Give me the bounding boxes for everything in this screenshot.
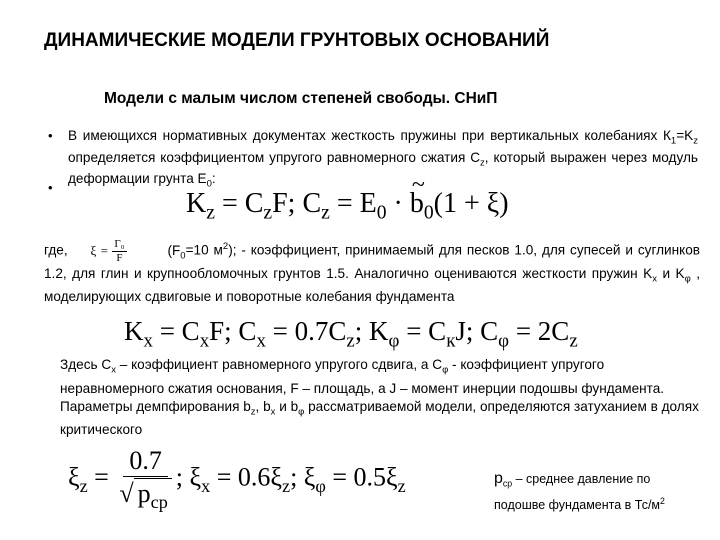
damping-fraction: $\frac{0.7}{√ p_{ср}}$ [119,446,171,513]
paragraph-coefficient: где, ξ = $\frac{\text{Γ₀}}{F}$ ($F_0=10$ $м^2$); - коэффициент, принимаемый для песков 1.0, для супесей и суглинков 1.2, для глин и крупнообломочных грунтов 1.5. Аналогично оцениваются жесткости пружин $K_x$ и $K_\varphi$ , моделирующих сдвиговые и поворотные колебания фундамента [44,238,701,304]
paragraph-stiffness: В имеющихся нормативных документах жесткость пружины при вертикальных колебаниях $К_1=K_z$ определяется коэффициентом упругого равномерного сжатия $C_z$, который выражен через модуль деформации грунта $E_0$: [68,128,698,191]
slide-title: ДИНАМИЧЕСКИЕ МОДЕЛИ ГРУНТОВЫХ ОСНОВАНИЙ [44,30,550,51]
bullet-1: • [48,128,53,143]
xi-definition: ξ = $\frac{\text{Γ₀}}{F}$ [90,238,125,265]
formula-kx-cx: $K_x = C_xF$; $C_x = 0.7C_z$; $K_\varphi = C_кJ$; $C_\varphi = 2C_z$ [124,316,578,352]
slide-subtitle: Модели с малым числом степеней свободы. СНиП [104,90,498,107]
formula-kz-cz: $K_z = C_zF$; $C_z = E_0$ · ~ $b_0(1 + \xi)$ [186,188,509,225]
bullet-2: • [48,180,53,195]
note-average-pressure: $p_{ср}$ – среднее давление по подошве фундамента в $Тс/м^2$ [494,470,665,512]
paragraph-damping: Здесь $C_x$ – коэффициент равномерного упругого сдвига, а $C_\varphi$ - коэффициент упругого неравномерного сжатия основания, F – площадь, а J – момент инерции подошвы фундамента. Параметры демпфирования $b_z$, $b_x$ и $b_\varphi$ рассматриваемой модели, определяются затуханием в долях критического [60,357,699,438]
formula-damping-ratios: $\xi_z$ = $\frac{0.7}{√ p_{ср}}$ ; $\xi_x = 0.6\xi_z$; $\xi_\varphi = 0.5\xi_z$ [68,446,406,513]
